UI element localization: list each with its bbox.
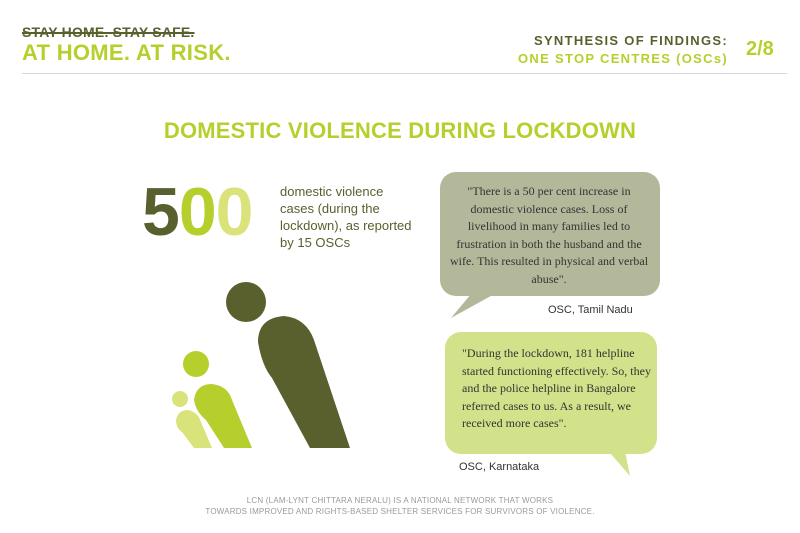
quote-source: OSC, Tamil Nadu (548, 304, 633, 316)
stat-description: domestic violence cases (during the lockdown), as reported by 15 OSCs (280, 184, 412, 250)
stat-number (142, 174, 253, 250)
footer-line: TOWARDS IMPROVED AND RIGHTS-BASED SHELTER SERVICES FOR SURVIVORS OF VIOLENCE. (205, 507, 595, 516)
quote-source: OSC, Karnataka (459, 461, 540, 473)
stat-digit: 0 (215, 174, 253, 250)
quote-text: "During the lockdown, 181 helpline started functioning effectively. So, they and the police helpline in Bangalore referred cases to us. As a result, we received more cases". (462, 346, 651, 430)
footer-line: LCN (LAM-LYNT CHITTARA NERALU) IS A NATIONAL NETWORK THAT WORKS (246, 496, 554, 505)
quote-text: "There is a 50 per cent increase in domestic violence cases. Loss of livelihood in many families led to frustration in both the husband and the wife. This resulted in physical and verbal abuse". (449, 184, 649, 286)
section-title: SYNTHESIS OF FINDINGS: (533, 33, 728, 48)
adult-head-icon (226, 282, 266, 322)
stat-digit: 5 (142, 174, 179, 250)
child-head-icon (183, 351, 209, 377)
adult-body-icon (258, 316, 350, 448)
page-indicator: 2/8 (746, 38, 774, 60)
tagline-struck: STAY HOME. STAY SAFE. (22, 24, 195, 40)
toddler-head-icon (172, 391, 188, 407)
tagline-main: AT HOME. AT RISK. (22, 40, 231, 65)
stat-digit: 0 (178, 174, 216, 250)
family-figures-illustration (172, 282, 350, 448)
footer-note (0, 495, 800, 517)
page-title: DOMESTIC VIOLENCE DURING LOCKDOWN (163, 118, 637, 143)
section-subtitle: ONE STOP CENTRES (OSCs) (517, 51, 728, 66)
